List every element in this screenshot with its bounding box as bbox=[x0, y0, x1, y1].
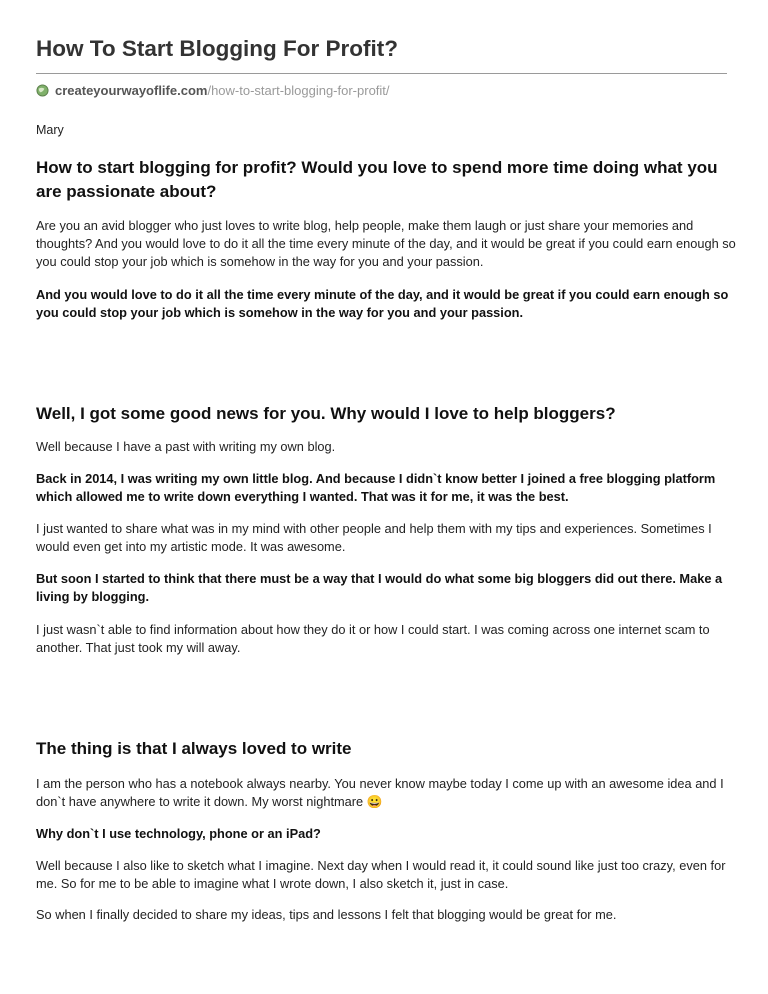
paragraph-bold: And you would love to do it all the time every minute of the day, and it would be great if you could earn enough so you could stop your job which is somehow in the way for you and your passion. bbox=[36, 287, 729, 320]
paragraph: So when I finally decided to share my ideas, tips and lessons I felt that blogging would be great for me. bbox=[36, 907, 617, 922]
source-link[interactable] bbox=[36, 83, 390, 98]
section-heading: Well, I got some good news for you. Why would I love to help bloggers? bbox=[36, 404, 616, 423]
section-heading: The thing is that I always loved to write bbox=[36, 739, 352, 758]
section-heading: How to start blogging for profit? Would you love to spend more time doing what you are passionate about? bbox=[36, 158, 718, 201]
page-title: How To Start Blogging For Profit? bbox=[36, 36, 399, 61]
paragraph: Well because I also like to sketch what I imagine. Next day when I would read it, it could sound like just too crazy, even for me. So for me to be able to imagine what I wrote down, I also sketch it, just in case. bbox=[36, 858, 726, 891]
paragraph-bold: But soon I started to think that there must be a way that I would do what some big bloggers did out there. Make a living by blogging. bbox=[36, 571, 723, 604]
source-domain[interactable]: createyourwayoflife.com bbox=[55, 83, 208, 98]
paragraph: I just wasn`t able to find information about how they do it or how I could start. I was coming across one internet scam to another. That just took my will away. bbox=[36, 622, 710, 655]
title-divider bbox=[36, 73, 727, 74]
paragraph: Are you an avid blogger who just loves to write blog, help people, make them laugh or just share your memories and thoughts? And you would love to do it all the time every minute of the day, and it would be great if you could earn enough so you could stop your job which is somehow in the way for you and your passion. bbox=[36, 218, 736, 269]
paragraph: Well because I have a past with writing my own blog. bbox=[36, 439, 336, 454]
globe-icon bbox=[36, 84, 49, 97]
paragraph-bold: Why don`t I use technology, phone or an iPad? bbox=[36, 826, 321, 841]
source-path[interactable]: /how-to-start-blogging-for-profit/ bbox=[207, 83, 390, 98]
paragraph: I am the person who has a notebook always nearby. You never know maybe today I come up with an awesome idea and I don`t have anywhere to write it down. My worst nightmare 😀 bbox=[36, 776, 724, 809]
paragraph-bold: Back in 2014, I was writing my own little blog. And because I didn`t know better I joined a free blogging platform which allowed me to write down everything I wanted. That was it for me, it was the best. bbox=[36, 471, 716, 504]
author-name: Mary bbox=[36, 123, 64, 137]
paragraph: I just wanted to share what was in my mind with other people and help them with my tips and experiences. Sometimes I would even get into my artistic mode. It was awesome. bbox=[36, 521, 712, 554]
